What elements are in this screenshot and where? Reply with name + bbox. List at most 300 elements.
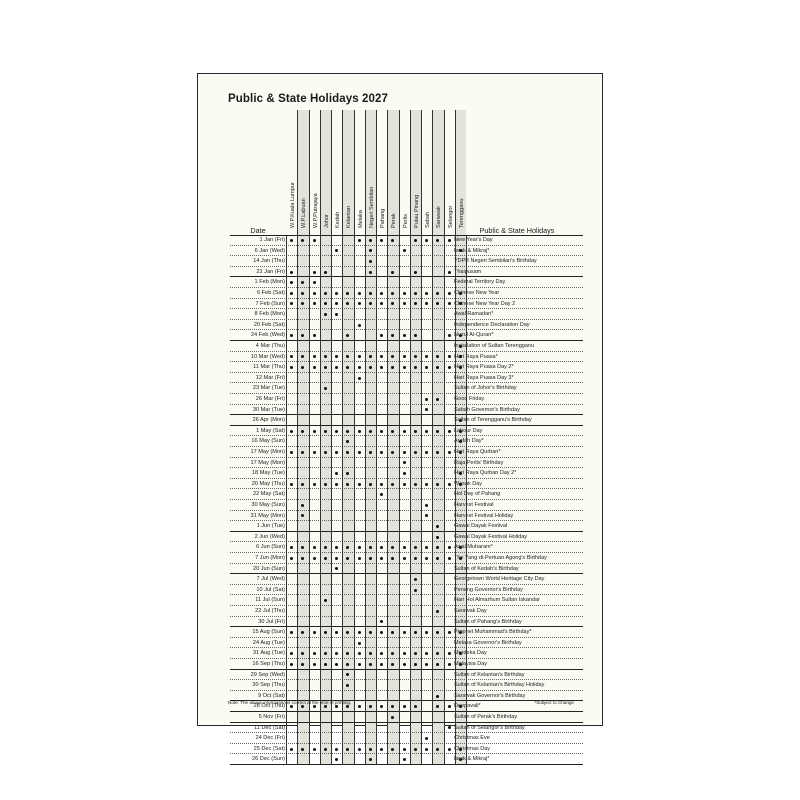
state-holiday-dot xyxy=(448,430,451,433)
state-holiday-dot xyxy=(369,705,372,708)
state-holiday-dot xyxy=(290,631,293,634)
state-holiday-dot xyxy=(301,557,304,560)
state-holiday-dot xyxy=(414,748,417,751)
state-holiday-dot xyxy=(290,430,293,433)
state-holiday-dot xyxy=(290,546,293,549)
holiday-name: Hol Day of Pahang xyxy=(454,491,501,498)
table-row xyxy=(230,723,583,734)
state-holiday-dot xyxy=(313,631,316,634)
state-holiday-dot xyxy=(436,536,439,539)
state-holiday-dot xyxy=(301,504,304,507)
state-holiday-dot xyxy=(335,313,338,316)
holiday-date: 7 Jun (Mon) xyxy=(255,555,285,561)
state-holiday-dot xyxy=(414,271,417,274)
state-holiday-dot xyxy=(358,292,361,295)
state-holiday-dot xyxy=(436,430,439,433)
state-holiday-dot xyxy=(290,334,293,337)
state-holiday-dot xyxy=(436,302,439,305)
state-holiday-dot xyxy=(380,631,383,634)
page-title: Public & State Holidays 2027 xyxy=(228,93,389,105)
state-holiday-dot xyxy=(391,748,394,751)
table-row xyxy=(230,362,583,373)
state-holiday-dot xyxy=(324,557,327,560)
state-holiday-dot xyxy=(324,599,327,602)
holiday-name: Christmas Day xyxy=(454,745,491,752)
state-holiday-dot xyxy=(313,451,316,454)
state-holiday-dot xyxy=(403,557,406,560)
holiday-name: Hari Hol Almarhum Sultan Iskandar xyxy=(454,597,540,604)
table-row xyxy=(230,330,583,341)
table-row xyxy=(230,680,583,691)
state-holiday-dot xyxy=(414,366,417,369)
column-divider xyxy=(331,110,332,765)
holiday-date: 1 May (Sat) xyxy=(256,427,285,434)
state-holiday-dot xyxy=(436,398,439,401)
state-holiday-dot xyxy=(358,631,361,634)
state-holiday-dot xyxy=(313,281,316,284)
state-holiday-dot xyxy=(436,483,439,486)
state-holiday-dot xyxy=(324,663,327,666)
state-holiday-dot xyxy=(414,578,417,581)
holiday-name: Harvest Festival xyxy=(454,502,494,508)
column-divider xyxy=(432,110,433,765)
state-holiday-dot xyxy=(346,472,349,475)
state-holiday-dot xyxy=(335,758,338,761)
table-row xyxy=(230,574,583,585)
holiday-date: 6 Feb (Sat) xyxy=(257,290,285,296)
state-holiday-dot xyxy=(380,493,383,496)
state-holiday-dot xyxy=(391,366,394,369)
table-row xyxy=(230,394,583,405)
state-holiday-dot xyxy=(358,546,361,549)
state-holiday-dot xyxy=(448,546,451,549)
state-holiday-dot xyxy=(358,483,361,486)
state-column-header: Kedah xyxy=(335,211,341,228)
table-row xyxy=(230,426,583,437)
state-holiday-dot xyxy=(313,239,316,242)
state-holiday-dot xyxy=(358,302,361,305)
state-holiday-dot xyxy=(448,748,451,751)
table-row xyxy=(230,373,583,384)
state-holiday-dot xyxy=(346,705,349,708)
state-holiday-dot xyxy=(335,652,338,655)
holiday-date: 24 Aug (Tue) xyxy=(252,639,285,646)
state-holiday-dot xyxy=(391,546,394,549)
state-holiday-dot xyxy=(425,239,428,242)
holiday-name: Sultan of Selangor's Birthday xyxy=(454,724,525,731)
table-row xyxy=(230,532,583,543)
state-holiday-dot xyxy=(391,451,394,454)
table-row xyxy=(230,670,583,681)
state-holiday-dot xyxy=(391,292,394,295)
holiday-date: 7 Feb (Sun) xyxy=(255,300,285,307)
state-holiday-dot xyxy=(335,546,338,549)
state-column-header: Kelantan xyxy=(346,205,353,228)
holiday-name: Nuzul Al-Quran* xyxy=(454,332,494,339)
table-row xyxy=(230,553,583,564)
state-holiday-dot xyxy=(358,451,361,454)
state-holiday-dot xyxy=(448,705,451,708)
table-row xyxy=(230,733,583,744)
state-holiday-dot xyxy=(403,663,406,666)
table-row xyxy=(230,564,583,575)
holiday-date: 20 May (Thu) xyxy=(251,480,285,487)
state-holiday-dot xyxy=(335,567,338,570)
state-holiday-dot xyxy=(346,631,349,634)
holiday-name: Installation of Sultan Terengganu xyxy=(454,343,535,349)
state-column-header: Pulau Pinang xyxy=(413,194,420,228)
column-divider xyxy=(376,110,377,765)
state-holiday-dot xyxy=(403,334,406,337)
holiday-date: 11 Dec (Sat) xyxy=(254,724,285,731)
table-row xyxy=(230,648,583,659)
holiday-date: 5 Nov (Fri) xyxy=(258,714,285,720)
state-holiday-dot xyxy=(403,355,406,358)
table-row xyxy=(230,309,583,320)
state-holiday-dot xyxy=(448,334,451,337)
state-holiday-dot xyxy=(335,249,338,252)
state-holiday-dot xyxy=(301,652,304,655)
state-holiday-dot xyxy=(414,451,417,454)
state-holiday-dot xyxy=(380,239,383,242)
holiday-name: Israk & Mikraj* xyxy=(454,756,490,763)
state-holiday-dot xyxy=(436,525,439,528)
table-row xyxy=(230,712,583,723)
table-row xyxy=(230,542,583,553)
holiday-date: 1 Feb (Mon) xyxy=(254,279,285,286)
holiday-name: Sultan of Kelantan's Birthday xyxy=(454,671,525,678)
holiday-date: 29 Sep (Wed) xyxy=(250,671,285,678)
state-holiday-dot xyxy=(391,631,394,634)
state-holiday-dot xyxy=(324,483,327,486)
state-holiday-dot xyxy=(391,302,394,305)
state-holiday-dot xyxy=(346,292,349,295)
state-holiday-dot xyxy=(414,631,417,634)
state-holiday-dot xyxy=(425,483,428,486)
state-holiday-dot xyxy=(403,302,406,305)
state-column-header: Sabah xyxy=(425,211,431,228)
state-holiday-dot xyxy=(380,355,383,358)
table-row xyxy=(230,627,583,638)
holiday-name: YDPB Negeri Sembilan's Birthday xyxy=(454,258,537,265)
holiday-date: 30 Mar (Tue) xyxy=(252,406,285,413)
state-holiday-dot xyxy=(391,663,394,666)
state-holiday-dot xyxy=(436,610,439,613)
holiday-date: 10 Mar (Wed) xyxy=(250,353,285,360)
holiday-name: Melaka Governor's Birthday xyxy=(454,639,522,646)
state-holiday-dot xyxy=(335,430,338,433)
state-holiday-dot xyxy=(414,663,417,666)
holiday-name: Hari Raya Puasa Day 2* xyxy=(454,364,514,371)
state-holiday-dot xyxy=(290,483,293,486)
state-holiday-dot xyxy=(313,292,316,295)
state-holiday-dot xyxy=(290,748,293,751)
table-row xyxy=(230,468,583,479)
holiday-date: 22 Jul (Thu) xyxy=(255,608,285,614)
state-holiday-dot xyxy=(301,355,304,358)
state-holiday-dot xyxy=(290,302,293,305)
table-row xyxy=(230,585,583,596)
state-holiday-dot xyxy=(403,430,406,433)
state-holiday-dot xyxy=(301,239,304,242)
table-row xyxy=(230,277,583,288)
table-row xyxy=(230,521,583,532)
state-holiday-dot xyxy=(346,355,349,358)
holiday-date: 24 Dec (Fri) xyxy=(255,735,285,742)
holiday-date: 26 Apr (Mon) xyxy=(252,417,285,424)
holiday-name: Sarawak Governor's Birthday xyxy=(454,692,526,699)
state-column-header: W.P.Labuan xyxy=(301,198,308,228)
state-holiday-dot xyxy=(346,546,349,549)
state-holiday-dot xyxy=(425,737,428,740)
state-holiday-dot xyxy=(358,239,361,242)
state-holiday-dot xyxy=(436,557,439,560)
table-row xyxy=(230,479,583,490)
holiday-name: Chinese New Year Day 2 xyxy=(454,300,516,307)
state-holiday-dot xyxy=(301,546,304,549)
state-holiday-dot xyxy=(414,302,417,305)
column-divider xyxy=(421,110,422,765)
holiday-name: Sultan of Perak's Birthday xyxy=(454,714,518,720)
state-holiday-dot xyxy=(358,355,361,358)
state-holiday-dot xyxy=(290,239,293,242)
holiday-date: 24 Feb (Wed) xyxy=(250,332,285,339)
state-holiday-dot xyxy=(335,557,338,560)
holiday-name: Hari Raya Puasa* xyxy=(454,353,498,360)
state-holiday-dot xyxy=(313,271,316,274)
holiday-date: 17 May (Mon) xyxy=(250,449,285,455)
holiday-name: Good Friday xyxy=(454,396,485,402)
holiday-date: 20 Feb (Sat) xyxy=(253,321,285,328)
state-holiday-dot xyxy=(403,292,406,295)
state-holiday-dot xyxy=(380,748,383,751)
state-holiday-dot xyxy=(335,748,338,751)
state-holiday-dot xyxy=(369,451,372,454)
column-divider xyxy=(365,110,366,765)
state-holiday-dot xyxy=(301,292,304,295)
state-holiday-dot xyxy=(369,748,372,751)
state-holiday-dot xyxy=(425,514,428,517)
state-holiday-dot xyxy=(414,589,417,592)
state-holiday-dot xyxy=(380,366,383,369)
state-holiday-dot xyxy=(391,430,394,433)
holiday-date: 7 Jul (Wed) xyxy=(256,576,285,583)
holiday-name: Sarawak Day xyxy=(454,608,487,614)
state-holiday-dot xyxy=(403,748,406,751)
state-holiday-dot xyxy=(301,631,304,634)
table-row xyxy=(230,267,583,278)
state-column-header: W.P.Kuala Lumpur xyxy=(290,182,296,228)
holiday-name: Sabah Governor's Birthday xyxy=(454,406,520,413)
state-holiday-dot xyxy=(369,292,372,295)
state-holiday-dot xyxy=(380,483,383,486)
state-holiday-dot xyxy=(448,451,451,454)
state-holiday-dot xyxy=(448,239,451,242)
state-holiday-dot xyxy=(358,748,361,751)
state-holiday-dot xyxy=(448,483,451,486)
table-row xyxy=(230,617,583,628)
state-holiday-dot xyxy=(403,451,406,454)
state-holiday-dot xyxy=(313,557,316,560)
state-holiday-dot xyxy=(301,281,304,284)
state-holiday-dot xyxy=(380,451,383,454)
state-column-header: Perak xyxy=(391,213,398,228)
holiday-date: 1 Jan (Fri) xyxy=(259,237,285,243)
state-holiday-dot xyxy=(448,292,451,295)
holiday-name: Israk & Mikraj* xyxy=(454,247,490,254)
state-holiday-dot xyxy=(448,652,451,655)
state-holiday-dot xyxy=(425,504,428,507)
state-holiday-dot xyxy=(313,430,316,433)
state-holiday-dot xyxy=(313,652,316,655)
state-holiday-dot xyxy=(369,663,372,666)
state-holiday-dot xyxy=(324,292,327,295)
state-holiday-dot xyxy=(346,557,349,560)
holiday-name: Independence Declaration Day xyxy=(454,321,530,328)
holiday-date: 18 May (Tue) xyxy=(251,470,285,477)
state-holiday-dot xyxy=(380,557,383,560)
state-holiday-dot xyxy=(369,546,372,549)
holiday-name: Awal Ramadan* xyxy=(454,311,494,318)
state-column-header: Terengganu xyxy=(458,198,465,228)
holiday-date: 12 Mar (Fri) xyxy=(255,374,285,381)
state-holiday-dot xyxy=(425,302,428,305)
state-holiday-dot xyxy=(301,705,304,708)
table-row xyxy=(230,341,583,352)
state-holiday-dot xyxy=(403,366,406,369)
holiday-date: 28 Oct (Thu) xyxy=(253,703,285,710)
holiday-date: 14 Jan (Thu) xyxy=(253,258,285,265)
state-holiday-dot xyxy=(369,652,372,655)
holiday-name: Arafah Day* xyxy=(454,438,484,445)
state-holiday-dot xyxy=(290,281,293,284)
state-holiday-dot xyxy=(346,440,349,443)
state-holiday-dot xyxy=(301,302,304,305)
table-row xyxy=(230,659,583,670)
state-holiday-dot xyxy=(313,546,316,549)
holiday-name: Harvest Festival Holiday xyxy=(454,512,514,519)
holiday-date: 15 Aug (Sun) xyxy=(252,629,285,636)
state-holiday-dot xyxy=(369,249,372,252)
state-holiday-dot xyxy=(301,663,304,666)
table-row xyxy=(230,754,583,765)
holiday-name: Hari Raya Puasa Day 3* xyxy=(454,374,514,381)
footnote: Note: The above information is correct at the time of printing. xyxy=(228,700,352,705)
state-holiday-dot xyxy=(358,377,361,380)
state-holiday-dot xyxy=(425,398,428,401)
state-holiday-dot xyxy=(391,483,394,486)
state-holiday-dot xyxy=(369,430,372,433)
state-holiday-dot xyxy=(403,652,406,655)
state-holiday-dot xyxy=(425,546,428,549)
state-holiday-dot xyxy=(436,652,439,655)
state-holiday-dot xyxy=(290,355,293,358)
state-column-header: Pahang xyxy=(380,208,386,228)
table-row xyxy=(230,489,583,500)
holidays-column-header: Public & State Holidays xyxy=(479,226,555,235)
table-row xyxy=(230,606,583,617)
holiday-date: 26 Mar (Fri) xyxy=(255,396,285,402)
holiday-date: 31 Aug (Tue) xyxy=(252,650,285,657)
state-holiday-dot xyxy=(391,334,394,337)
state-holiday-dot xyxy=(358,652,361,655)
state-holiday-dot xyxy=(358,663,361,666)
state-holiday-dot xyxy=(436,631,439,634)
state-holiday-dot xyxy=(290,663,293,666)
state-column-header: Selangor xyxy=(447,205,454,228)
state-holiday-dot xyxy=(335,663,338,666)
state-holiday-dot xyxy=(301,451,304,454)
table-row xyxy=(230,458,583,469)
table-row xyxy=(230,511,583,522)
holiday-date: 30 Jul (Fri) xyxy=(258,618,285,625)
state-holiday-dot xyxy=(369,631,372,634)
state-holiday-dot xyxy=(380,663,383,666)
holiday-date: 16 Sep (Thu) xyxy=(252,661,285,667)
holiday-name: Federal Territory Day xyxy=(454,279,506,286)
column-divider xyxy=(297,110,298,765)
state-holiday-dot xyxy=(324,748,327,751)
state-holiday-dot xyxy=(391,271,394,274)
state-holiday-dot xyxy=(391,705,394,708)
state-holiday-dot xyxy=(335,705,338,708)
state-holiday-dot xyxy=(290,705,293,708)
state-holiday-dot xyxy=(358,430,361,433)
table-row xyxy=(230,744,583,755)
state-holiday-dot xyxy=(369,483,372,486)
holiday-name: Awal Muharam* xyxy=(454,544,493,551)
state-holiday-dot xyxy=(391,239,394,242)
state-holiday-dot xyxy=(324,271,327,274)
state-holiday-dot xyxy=(436,663,439,666)
state-holiday-dot xyxy=(324,302,327,305)
table-row xyxy=(230,235,583,246)
state-holiday-dot xyxy=(324,430,327,433)
state-holiday-dot xyxy=(301,483,304,486)
state-holiday-dot xyxy=(290,271,293,274)
holiday-name: Raja Perlis' Birthday xyxy=(454,459,504,466)
state-holiday-dot xyxy=(346,451,349,454)
holiday-name: Hari Raya Qurban* xyxy=(454,449,501,455)
state-holiday-dot xyxy=(380,334,383,337)
state-holiday-dot xyxy=(414,355,417,358)
holiday-date: 4 Mar (Thu) xyxy=(255,343,285,349)
holiday-date: 9 Oct (Sat) xyxy=(257,692,285,699)
holiday-date: 30 May (Sun) xyxy=(251,502,285,508)
holiday-name: Merdeka Day xyxy=(454,650,487,657)
table-row xyxy=(230,246,583,257)
holiday-date: 26 Dec (Sun) xyxy=(252,756,285,763)
state-holiday-dot xyxy=(448,271,451,274)
state-column-header: Perlis xyxy=(402,214,409,228)
state-holiday-dot xyxy=(425,355,428,358)
state-holiday-dot xyxy=(414,652,417,655)
holiday-date: 6 Jan (Wed) xyxy=(254,247,285,254)
state-holiday-dot xyxy=(448,366,451,369)
holiday-name: Sultan of Kedah's Birthday xyxy=(454,565,519,572)
state-holiday-dot xyxy=(369,366,372,369)
holiday-date: 30 Sep (Thu) xyxy=(252,682,285,689)
state-holiday-dot xyxy=(324,366,327,369)
state-holiday-dot xyxy=(369,758,372,761)
state-holiday-dot xyxy=(436,292,439,295)
state-holiday-dot xyxy=(335,366,338,369)
state-holiday-dot xyxy=(335,451,338,454)
state-holiday-dot xyxy=(436,366,439,369)
state-holiday-dot xyxy=(324,387,327,390)
state-holiday-dot xyxy=(380,430,383,433)
state-holiday-dot xyxy=(391,652,394,655)
